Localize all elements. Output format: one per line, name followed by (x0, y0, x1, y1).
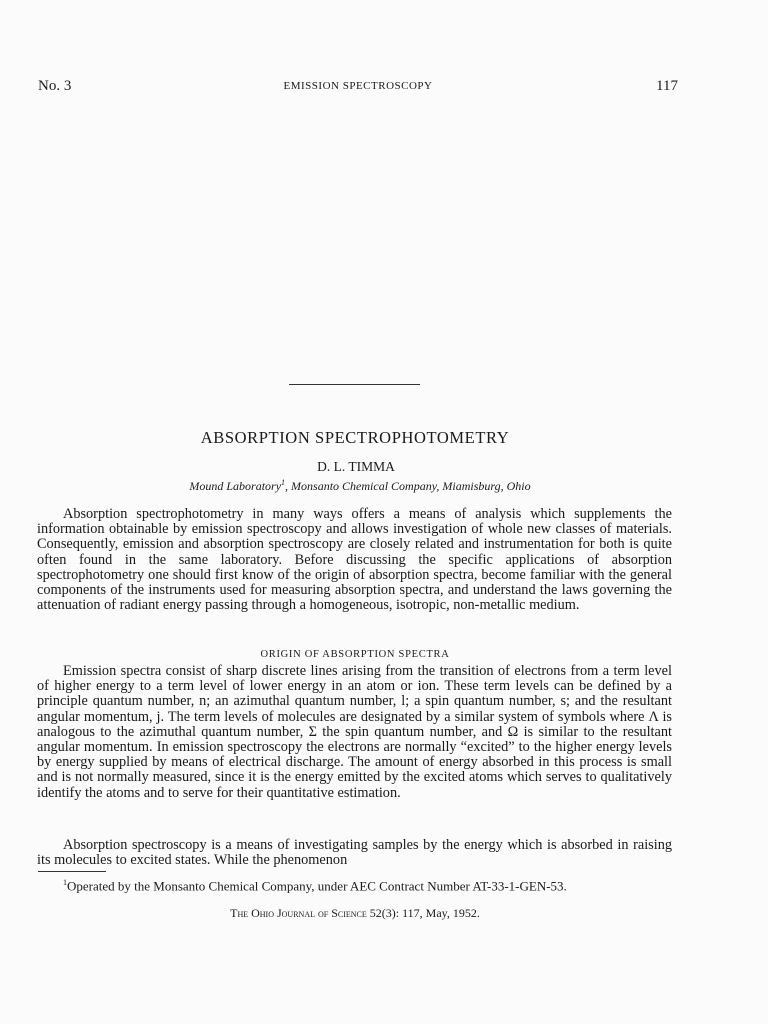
article-title: ABSORPTION SPECTROPHOTOMETRY (200, 428, 510, 447)
citation-details: 52(3): 117, May, 1952. (366, 906, 480, 920)
footnote-text: Operated by the Monsanto Chemical Company, under AEC Contract Number AT-33-1-GEN-53. (67, 878, 567, 894)
footnote-mark: 1 (63, 878, 67, 887)
issue-number: No. 3 (38, 78, 72, 94)
author-name: D. L. TIMMA (317, 459, 395, 474)
body-paragraph-absorption: Absorption spectroscopy is a means of investigating samples by the energy which is absorbed in raising its molecules to excited states. While the phenomenon (37, 837, 672, 869)
running-head (38, 78, 678, 98)
journal-name: The Ohio Journal of Science (230, 906, 367, 920)
footnote (37, 876, 672, 892)
section-heading: ORIGIN OF ABSORPTION SPECTRA (260, 649, 450, 660)
title-divider (289, 384, 420, 385)
author-affiliation (0, 478, 720, 494)
running-title: EMISSION SPECTROSCOPY (283, 80, 433, 92)
body-paragraph-emission: Emission spectra consist of sharp discrete lines arising from the transition of electrons from a term level of higher energy to a term level of lower energy in an atom or ion. These term levels can be defined by a principle quantum number, n; an azimuthal quantum number, l; a spin quantum number, s; and the resultant angular momentum, j. The term levels of molecules are designated by a similar system of symbols where Λ is analogous to the azimuthal quantum number, Σ the spin quantum number, and Ω is similar to the resultant angular momentum. In emission spectroscopy the electrons are normally “excited” to the higher energy levels by energy supplied by means of electrical discharge. The amount of energy absorbed in this process is small and is not normally measured, since it is the energy emitted by the excited atoms which serves to qualitatively identify the atoms and to serve for their quantitative estimation. (37, 663, 672, 801)
journal-citation (0, 906, 710, 921)
affiliation-rest: , Monsanto Chemical Company, Miamisburg, Ohio (285, 479, 531, 493)
footnote-divider (38, 871, 106, 872)
footnote-marker: 1 (281, 478, 286, 487)
page-number: 117 (656, 78, 678, 94)
intro-paragraph: Absorption spectrophotometry in many ways offers a means of analysis which supplements the information obtainable by emission spectroscopy and allows investigation of whole new classes of materials. Consequently, emission and absorption spectroscopy are closely related and instrumentation for both is quite often found in the same laboratory. Before discussing the specific applications of absorption spectrophotometry one should first know of the origin of absorption spectra, become familiar with the general components of the instruments used for measuring absorption spectra, and understand the laws governing the attenuation of radiant energy passing through a homogeneous, isotropic, non-metallic medium. (37, 506, 672, 614)
affiliation-lab: Mound Laboratory (189, 479, 282, 493)
